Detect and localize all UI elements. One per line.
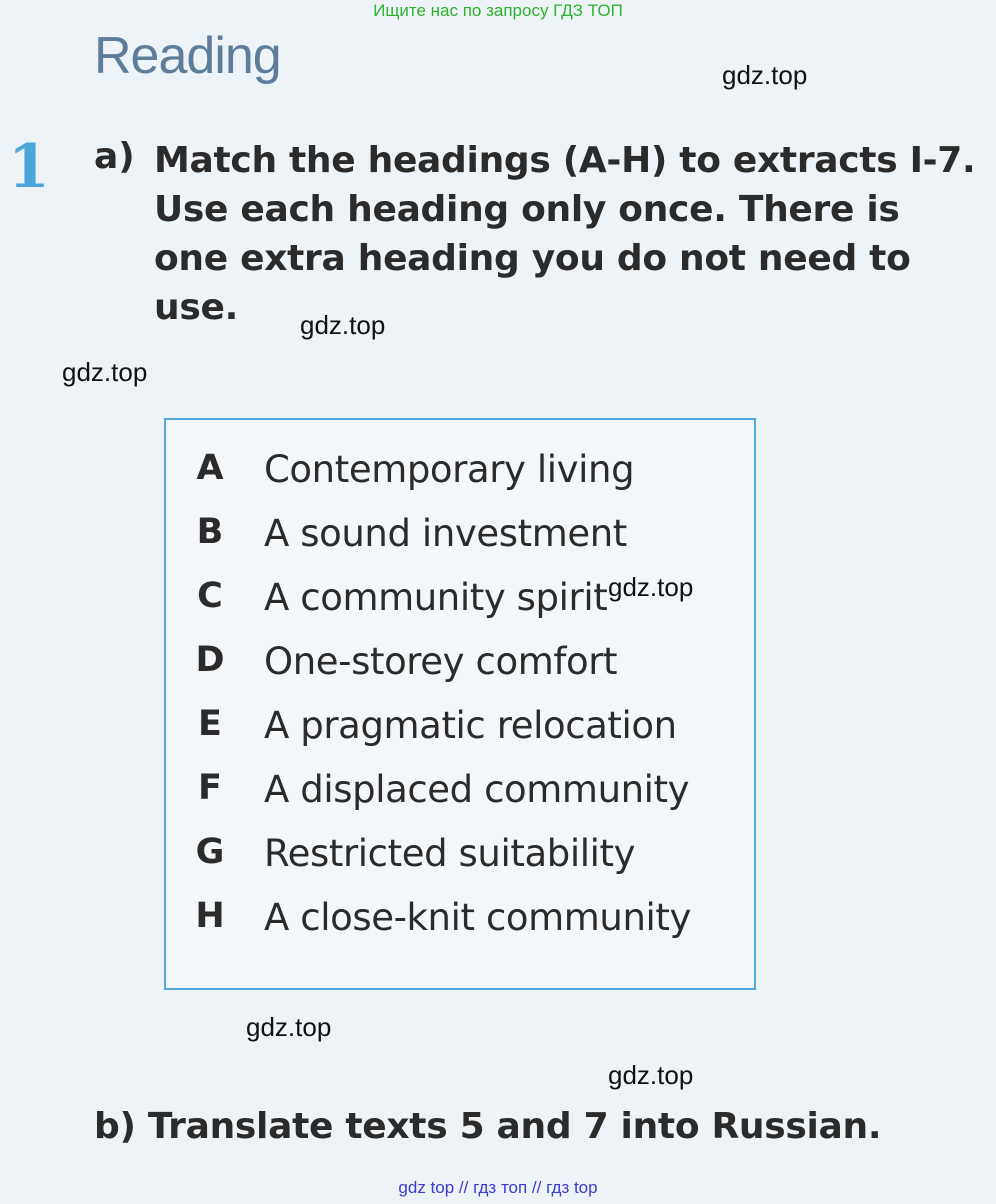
heading-text: A displaced community <box>264 768 690 811</box>
heading-letter: F <box>198 768 222 808</box>
heading-text: A close-knit community <box>264 896 691 939</box>
heading-text: A community spirit <box>264 576 608 619</box>
heading-letter: B <box>196 512 224 552</box>
heading-text: Contemporary living <box>264 448 635 491</box>
exercise-number: 1 <box>8 132 50 202</box>
heading-item <box>166 704 756 768</box>
heading-item <box>166 448 756 512</box>
task-b-instructions: b) Translate texts 5 and 7 into Russian. <box>94 1106 882 1147</box>
footer-links[interactable]: gdz top // гдз топ // гдз top <box>398 1178 598 1197</box>
heading-item <box>166 832 756 896</box>
top-banner[interactable]: Ищите нас по запросу ГДЗ ТОП <box>373 1 623 20</box>
watermark: gdz.top <box>722 60 808 90</box>
watermark: gdz.top <box>300 310 386 340</box>
heading-letter: C <box>197 576 223 616</box>
task-a-letter: a) <box>94 136 135 177</box>
heading-letter: G <box>195 832 225 872</box>
heading-letter: D <box>195 640 225 680</box>
heading-item <box>166 896 756 960</box>
watermark: gdz.top <box>608 1060 694 1090</box>
watermark: gdz.top <box>608 572 694 602</box>
heading-text: Restricted suitability <box>264 832 636 875</box>
heading-letter: E <box>198 704 222 744</box>
heading-letter: H <box>195 896 225 936</box>
heading-item <box>166 512 756 576</box>
headings-box <box>164 418 756 990</box>
task-a-instructions: Match the headings (A-H) to extracts I-7. Use each heading only once. There is one extra heading you do not need to use. <box>154 140 976 328</box>
heading-item <box>166 640 756 704</box>
heading-text: A sound investment <box>264 512 627 555</box>
heading-text: A pragmatic relocation <box>264 704 677 747</box>
heading-letter: A <box>196 448 224 488</box>
heading-item <box>166 768 756 832</box>
section-title: Reading <box>94 27 281 85</box>
watermark: gdz.top <box>62 357 148 387</box>
heading-text: One-storey comfort <box>264 640 618 683</box>
watermark: gdz.top <box>246 1012 332 1042</box>
